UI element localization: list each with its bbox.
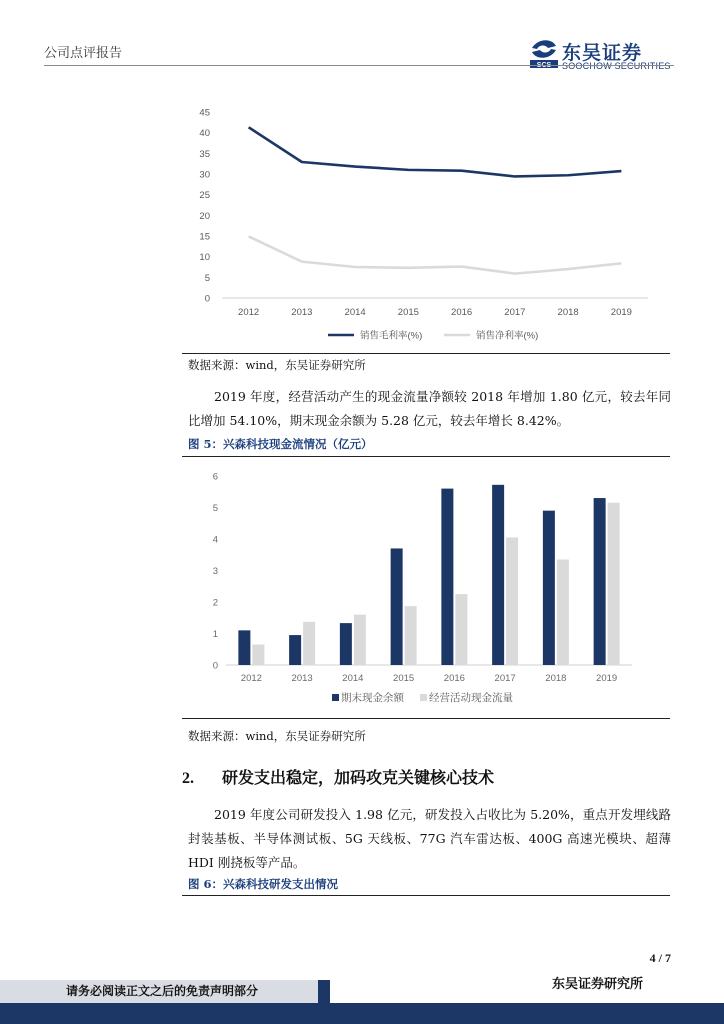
bar-operating-cashflow	[354, 615, 366, 665]
y-tick-label: 1	[212, 629, 218, 640]
legend-label: 期末现金余额	[341, 692, 404, 704]
bar-cash-balance	[391, 548, 403, 665]
section-number: 2.	[182, 770, 194, 787]
legend-swatch	[420, 694, 427, 701]
margin-line-chart	[182, 100, 670, 348]
company-logo	[528, 36, 678, 76]
page-number: 4 / 7	[649, 951, 671, 965]
y-tick-label: 20	[199, 210, 210, 222]
paragraph-rnd-text: 2019 年度公司研发投入 1.98 亿元，研发投入占收比为 5.20%，重点开发埋线路封装基板、半导体测试板、5G 天线板、77G 汽车雷达板、400G 高速光模块、超薄 HDI 刚挠板等产品。	[188, 807, 671, 870]
x-tick-label: 2019	[610, 307, 632, 318]
x-tick-label: 2012	[240, 673, 262, 684]
figure6-title: 图 6：兴森科技研发支出情况	[188, 877, 339, 891]
section-title: 研发支出稳定，加码攻克关键核心技术	[222, 768, 495, 787]
x-tick-label: 2018	[545, 673, 567, 684]
legend-label: 销售毛利率(%)	[360, 330, 423, 342]
bar-operating-cashflow	[608, 503, 620, 665]
x-tick-label: 2013	[291, 307, 313, 318]
bar-operating-cashflow	[455, 594, 467, 665]
figure6-top-rule	[182, 895, 670, 896]
bar-cash-balance	[238, 630, 250, 665]
figure4-source: 数据来源：wind，东吴证券研究所	[188, 358, 366, 372]
y-tick-label: 3	[212, 566, 218, 577]
paragraph-cashflow-text: 2019 年度，经营活动产生的现金流量净额较 2018 年增加 1.80 亿元，较去年同比增加 54.10%，期末现金余额为 5.28 亿元，较去年增长 8.42%。	[188, 389, 671, 428]
x-tick-label: 2017	[504, 307, 526, 318]
y-tick-label: 2	[212, 597, 218, 609]
y-tick-label: 10	[199, 252, 210, 264]
y-tick-label: 15	[199, 231, 210, 243]
logo-mark-text: SCS	[536, 62, 552, 69]
legend-label: 销售净利率(%)	[476, 330, 539, 342]
figure4-bottom-rule	[182, 353, 670, 354]
legend-swatch	[332, 694, 339, 701]
bar-operating-cashflow	[506, 537, 518, 665]
legend-label: 经营活动现金流量	[429, 692, 513, 704]
y-tick-label: 6	[212, 471, 218, 483]
x-tick-label: 2016	[443, 673, 465, 684]
series-line	[249, 127, 622, 176]
x-tick-label: 2015	[397, 307, 419, 318]
paragraph-cashflow	[188, 385, 671, 433]
x-tick-label: 2012	[238, 307, 260, 318]
x-tick-label: 2018	[557, 307, 579, 318]
logo-subtitle: SOOCHOW SECURITIES	[562, 61, 671, 71]
y-tick-label: 0	[212, 660, 218, 672]
bar-cash-balance	[543, 511, 555, 665]
y-tick-label: 25	[199, 190, 210, 202]
y-tick-label: 4	[212, 534, 218, 546]
cashflow-bar-chart	[182, 460, 670, 715]
bar-cash-balance	[289, 635, 301, 665]
bar-operating-cashflow	[303, 622, 315, 665]
x-tick-label: 2016	[451, 307, 473, 318]
section-heading	[182, 765, 494, 788]
y-tick-label: 0	[204, 293, 210, 305]
y-tick-label: 5	[212, 503, 218, 514]
figure5-title: 图 5：兴森科技现金流情况（亿元）	[188, 437, 373, 451]
report-type-label: 公司点评报告	[44, 46, 123, 61]
bar-operating-cashflow	[252, 645, 264, 665]
x-tick-label: 2013	[291, 673, 313, 684]
footer-firm-name: 东吴证券研究所	[552, 977, 644, 992]
logo-name: 东吴证券	[562, 42, 643, 64]
x-tick-label: 2015	[393, 673, 415, 684]
bar-operating-cashflow	[557, 559, 569, 665]
figure5-top-rule	[182, 456, 670, 457]
x-tick-label: 2014	[344, 307, 366, 318]
bar-cash-balance	[594, 498, 606, 665]
x-tick-label: 2014	[342, 673, 364, 684]
bar-cash-balance	[492, 485, 504, 665]
y-tick-label: 40	[199, 128, 210, 140]
bar-cash-balance	[441, 489, 453, 665]
y-tick-label: 30	[199, 169, 210, 181]
figure5-bottom-rule	[182, 718, 670, 719]
series-line	[249, 236, 622, 273]
y-tick-label: 45	[199, 107, 210, 119]
figure5-source: 数据来源：wind，东吴证券研究所	[188, 729, 366, 743]
x-tick-label: 2019	[596, 673, 618, 684]
y-tick-label: 35	[199, 148, 210, 160]
bar-cash-balance	[340, 623, 352, 665]
paragraph-rnd	[188, 803, 671, 875]
x-tick-label: 2017	[494, 673, 516, 684]
bar-operating-cashflow	[405, 606, 417, 665]
header-rule	[44, 65, 674, 66]
footer-disclaimer: 请务必阅读正文之后的免责声明部分	[66, 984, 259, 998]
y-tick-label: 5	[204, 272, 210, 284]
